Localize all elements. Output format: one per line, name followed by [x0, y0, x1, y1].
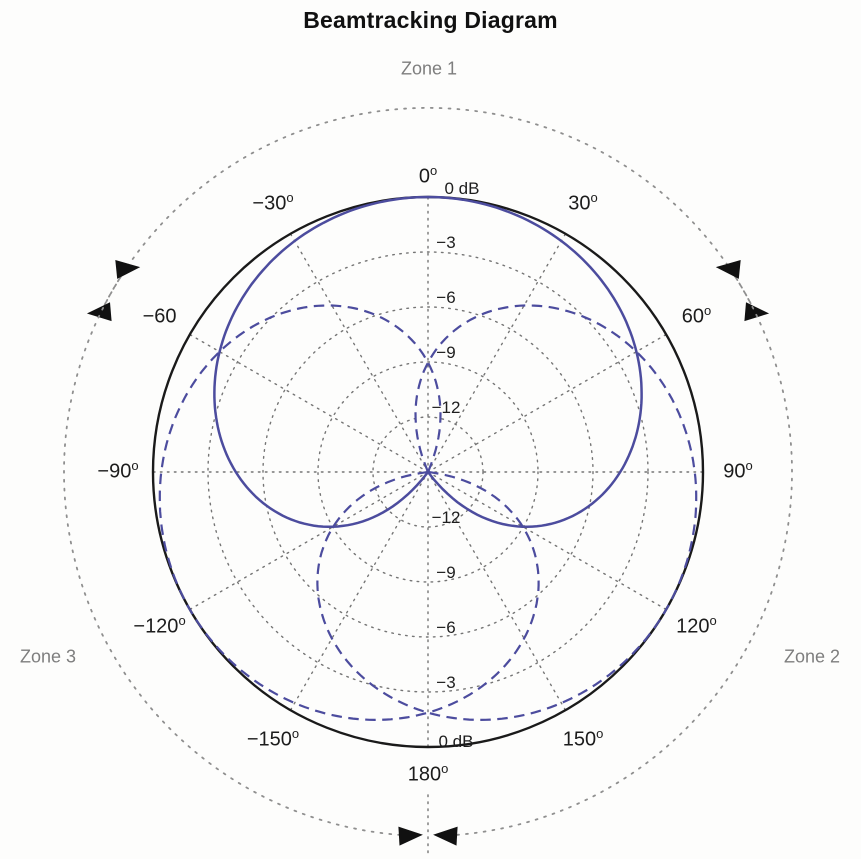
db-label-top--6: −6 [436, 288, 456, 307]
grid-spoke-120 [428, 472, 666, 610]
polar-grid [153, 197, 703, 853]
angle-tick-label--30: $-30^o$ [252, 189, 294, 215]
zone-arrow-icon [398, 827, 423, 846]
page-title: Beamtracking Diagram [303, 7, 558, 33]
angle-tick-label-60: 60$^o$ [681, 302, 712, 328]
angle-tick-label-150: 150$^o$ [562, 726, 604, 751]
db-label-top--9: −9 [436, 343, 456, 362]
db-label-bottom--6: −6 [436, 618, 456, 637]
zone-arrow-icon [716, 260, 741, 279]
angle-tick-label--60: −60 [142, 305, 177, 328]
db-label-bottom--9: −9 [436, 563, 456, 582]
angle-tick-label-0: 0$^o$ [418, 162, 438, 188]
zone-arrow-icon [433, 827, 458, 846]
angle-tick-label--120: $-120^o$ [133, 612, 186, 638]
angle-tick-label-120: 120$^o$ [676, 612, 717, 638]
zone-arrow-icon [87, 302, 112, 321]
grid-spoke-30 [428, 234, 566, 472]
zone-1-label: Zone 1 [400, 58, 458, 79]
zone-arc-3 [64, 269, 409, 836]
zone-arrow-icon [115, 260, 140, 279]
db-label-0db-top: 0 dB [444, 179, 480, 198]
db-label-0db-bottom: 0 dB [438, 732, 474, 751]
angle-tick-label--150: $-150^o$ [246, 726, 300, 751]
angle-tick-label-180: 180$^o$ [407, 760, 449, 786]
zone-arrow-icon [744, 302, 769, 321]
zone-arc-2 [447, 269, 792, 836]
db-label-bottom--12: −12 [431, 508, 461, 527]
db-label-top--12: −12 [431, 398, 461, 417]
angle-tick-label--90: $-90^o$ [97, 457, 139, 483]
angle-tick-label-30: 30$^o$ [568, 189, 598, 215]
zone-3-label: Zone 3 [19, 646, 77, 667]
grid-spoke-330 [291, 234, 429, 472]
zone-2-label: Zone 2 [783, 646, 841, 667]
grid-spoke-240 [190, 472, 428, 610]
db-label-top--3: −3 [436, 233, 456, 252]
db-label-bottom--3: −3 [436, 673, 456, 692]
angle-tick-label-90: 90$^o$ [723, 457, 753, 483]
